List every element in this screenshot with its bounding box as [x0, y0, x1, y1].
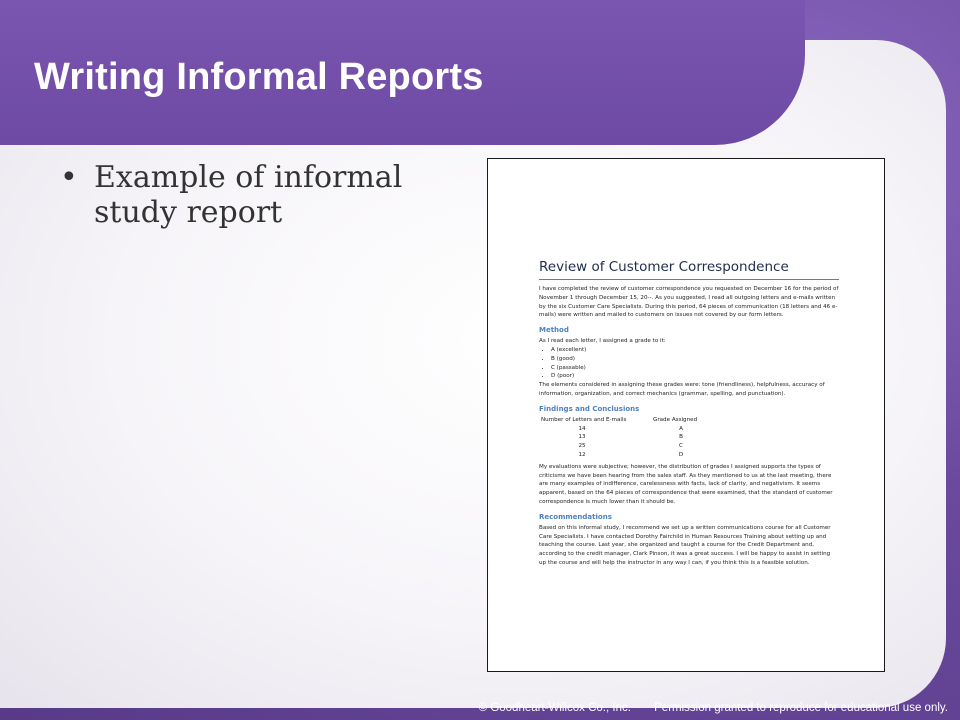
- report-document: [539, 259, 839, 572]
- table-header-grade: Grade Assigned: [653, 416, 698, 423]
- table-cell-count: 12: [578, 451, 586, 458]
- table-cell-grade: B: [679, 434, 683, 441]
- table-row: [541, 442, 713, 451]
- findings-heading: Findings and Conclusions: [539, 404, 640, 413]
- grade-item: • C (passable): [551, 364, 839, 373]
- footer-permission: Permission granted to reproduce for educational use only.: [654, 702, 948, 714]
- method-text: The elements considered in assigning these grades were: tone (friendliness), helpfulness, accuracy of information, organization, and correct mechanics (grammar, spelling, and punctuation).: [539, 382, 825, 397]
- recommendations-heading: Recommendations: [539, 512, 612, 521]
- findings-text: My evaluations were subjective; however, the distribution of grades I assigned supports the types of criticisms we have been hearing from the sales staff. As they mentioned to us at the last meeting, there are many examples of indifference, carelessness with facts, lack of clarity, and negativism. It seems apparent, based on the 64 pieces of correspondence that were examined, that the standard of customer correspondence is much lower than it should be.: [539, 463, 833, 505]
- grade-item: • D (poor): [551, 372, 839, 381]
- table-cell-grade: C: [679, 443, 683, 450]
- report-image-frame: [487, 158, 885, 672]
- bullet-text: Example of informal study report: [94, 160, 403, 230]
- report-title: Review of Customer Correspondence: [539, 259, 839, 280]
- grade-list: [539, 346, 839, 381]
- table-row: [541, 433, 713, 442]
- report-intro: I have completed the review of customer correspondence you requested on December 16 for the period of November 1 through December 15, 20--. As you suggested, I read all outgoing letters and e-mails written by the six Customer Care Specialists. During this period, 64 pieces of communication (18 letters and 46 e-mails) were written and mailed to customers on issues not covered by our form letters.: [539, 286, 839, 319]
- table-row: [541, 425, 713, 434]
- slide-title: Writing Informal Reports: [34, 56, 484, 98]
- table-cell-count: 25: [578, 443, 586, 450]
- grade-item: • A (excellent): [551, 346, 839, 355]
- bullet-item: [60, 160, 460, 230]
- bullet-dot-icon: •: [60, 160, 78, 195]
- table-header-count: Number of Letters and E-mails: [541, 416, 627, 423]
- grade-item: • B (good): [551, 355, 839, 364]
- table-cell-count: 13: [578, 434, 586, 441]
- recommendations-text: Based on this informal study, I recommend we set up a written communications course for all Customer Care Specialists. I have contacted Dorothy Fairchild in Human Resources Training about setting up and teaching the course. Last year, she organized and taught a course for the Credit Department and, according to the credit manager, Clark Pinson, it was a great success. I will be happy to assist in setting up the course and will help the instructor in any way I can, if you think this is a feasible solution.: [539, 524, 831, 566]
- table-row: [541, 451, 713, 460]
- table-header-row: [541, 416, 713, 425]
- table-cell-count: 14: [578, 425, 586, 432]
- table-cell-grade: A: [679, 425, 683, 432]
- method-heading: Method: [539, 326, 569, 335]
- method-intro: As I read each letter, I assigned a grade to it:: [539, 338, 666, 345]
- footer: [479, 702, 948, 714]
- grades-table: [541, 416, 713, 460]
- footer-copyright: © Goodheart-Willcox Co., Inc.: [478, 702, 631, 714]
- bullet-list: [60, 160, 460, 230]
- table-cell-grade: D: [678, 451, 684, 458]
